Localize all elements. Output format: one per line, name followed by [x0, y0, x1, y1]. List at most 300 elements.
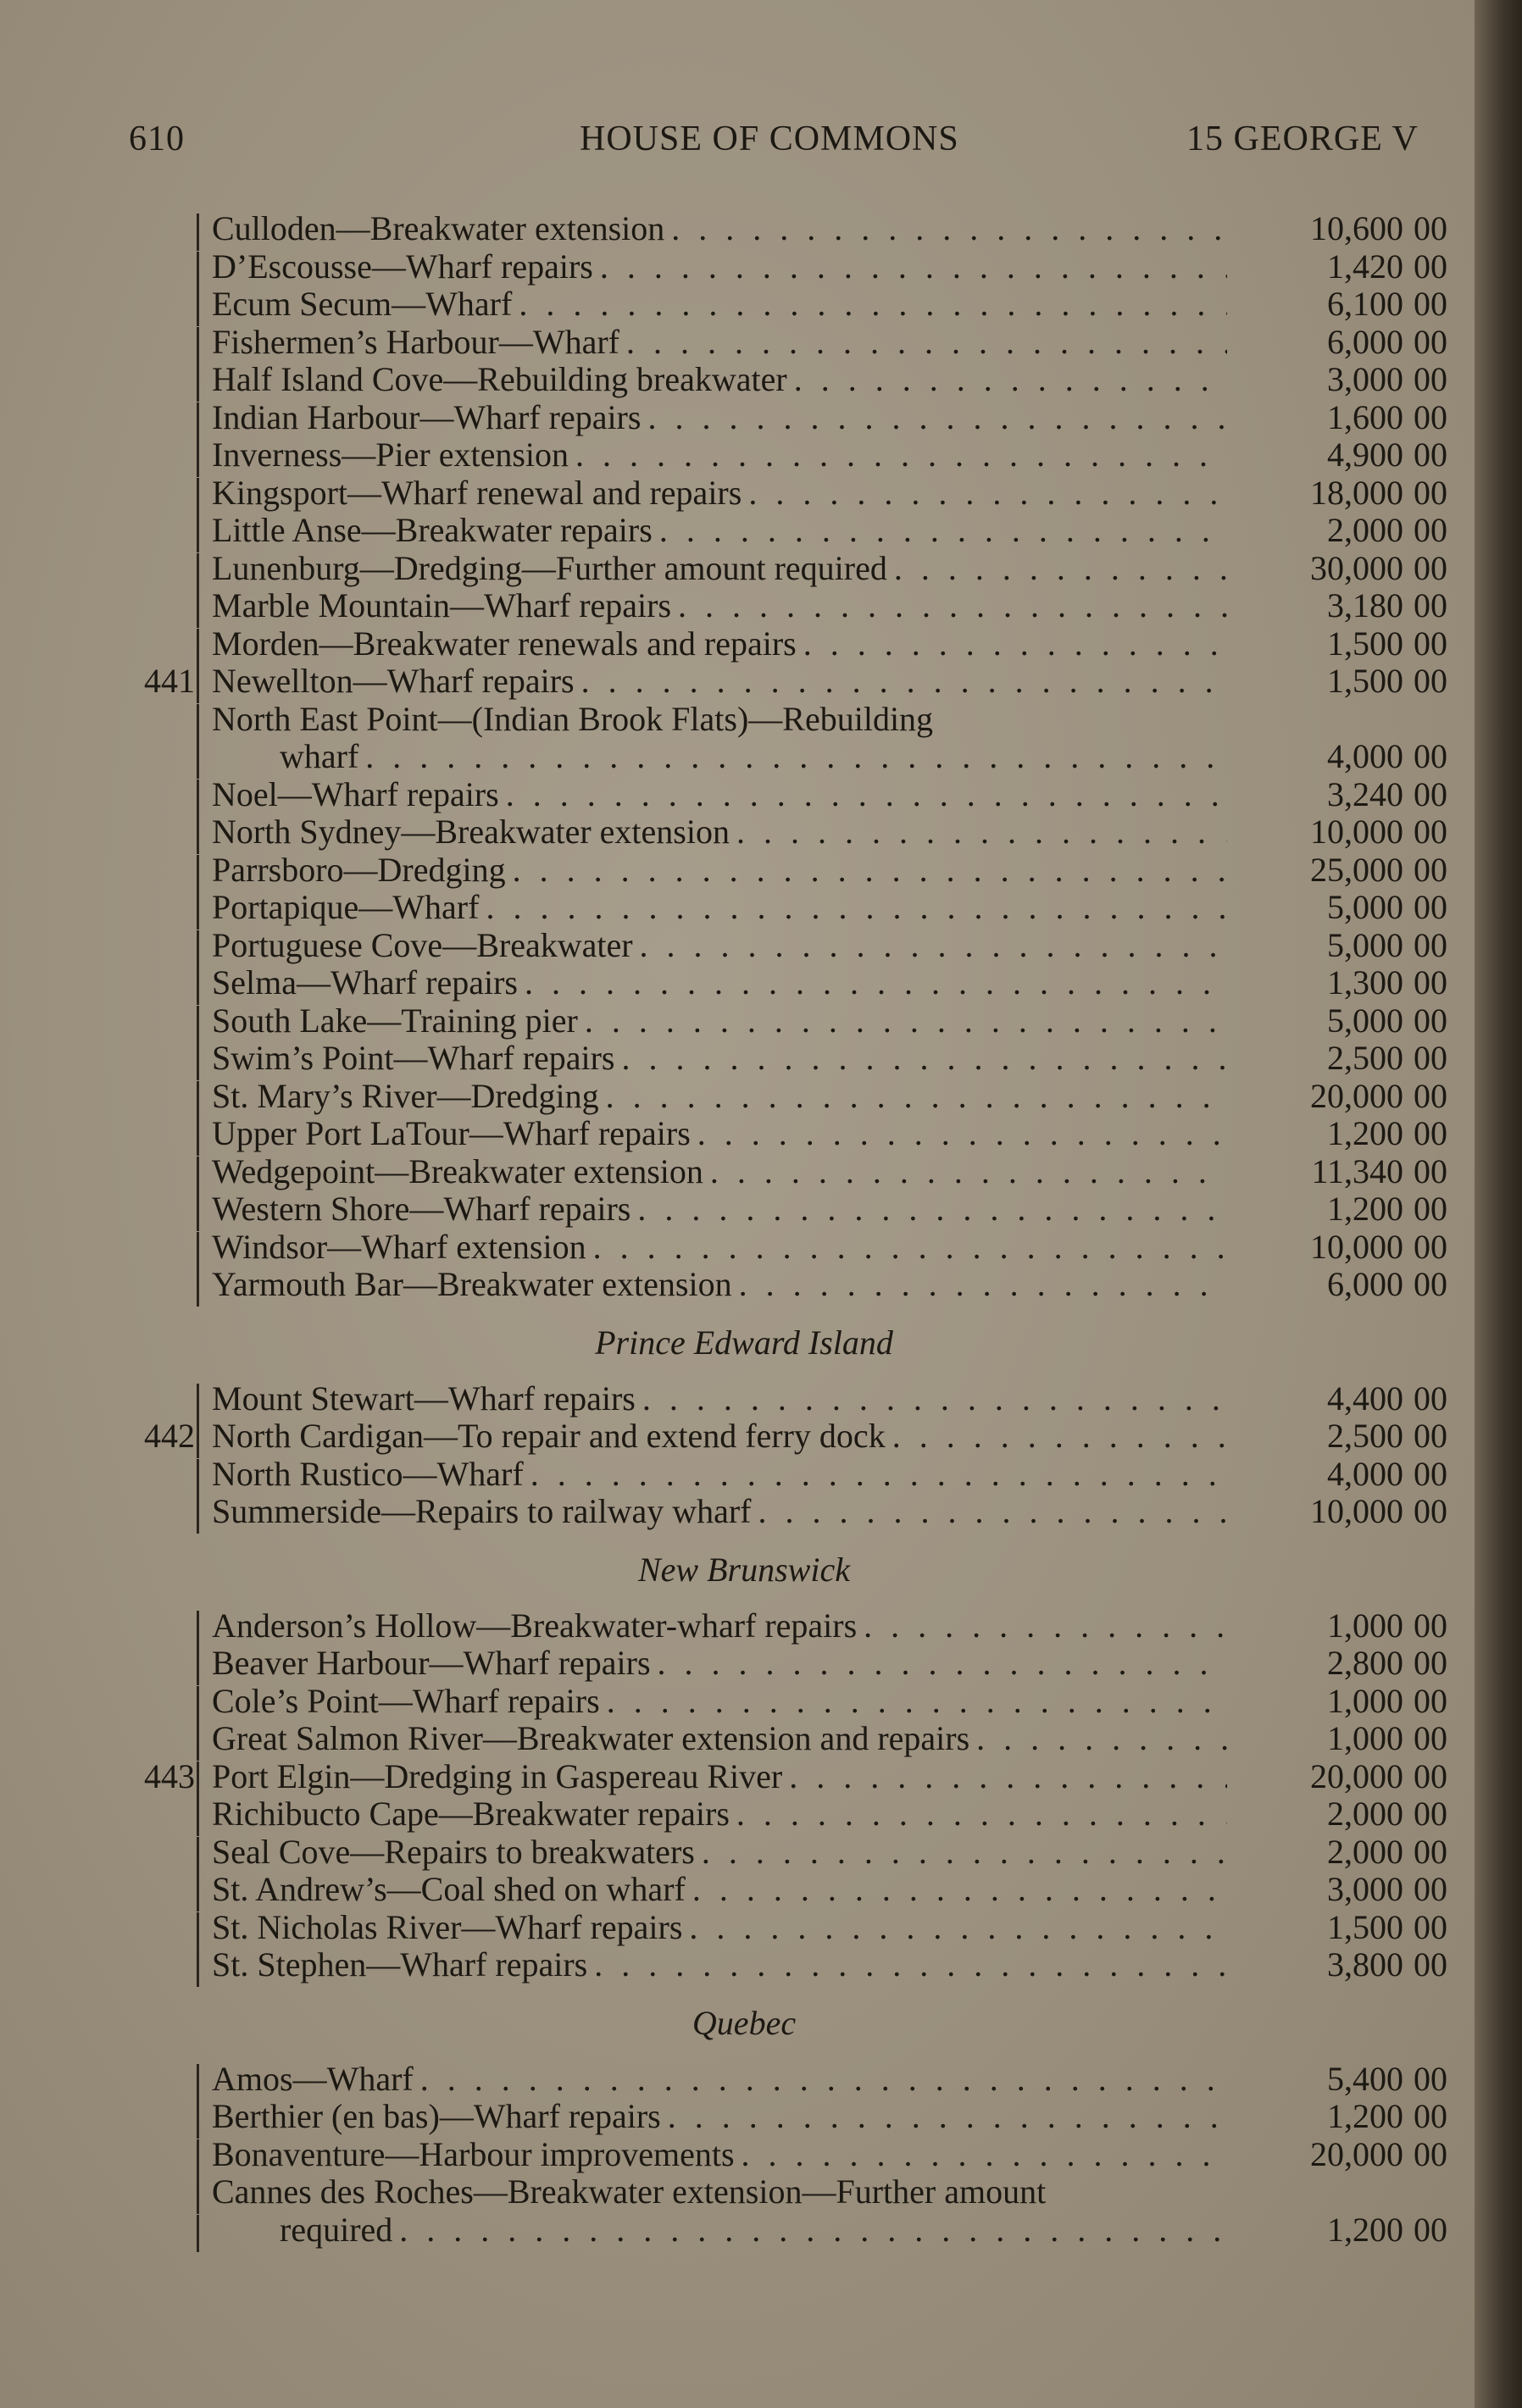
item-cents: 00 — [1414, 2097, 1447, 2135]
brace-line — [197, 1269, 208, 1307]
estimate-row — [0, 248, 1491, 286]
estimate-row — [0, 1758, 1491, 1795]
item-amount: 2,500 — [1327, 1417, 1403, 1455]
item-cents: 00 — [1414, 1832, 1447, 1871]
dot-leader — [606, 1078, 1227, 1115]
item-description — [212, 1720, 1227, 1757]
brace-line — [197, 515, 208, 552]
estimate-row — [0, 813, 1491, 851]
brace-line — [197, 2177, 208, 2214]
brace-line — [197, 1157, 208, 1194]
item-description — [212, 1190, 1227, 1228]
dot-leader — [399, 2211, 1227, 2249]
dot-leader — [575, 436, 1227, 474]
brace-line — [197, 478, 208, 515]
item-amount: 3,800 — [1327, 1945, 1403, 1984]
item-text: Kingsport—Wharf renewal and repairs — [212, 474, 742, 512]
item-cents: 00 — [1414, 1114, 1447, 1152]
estimate-row — [0, 1909, 1491, 1946]
item-amount: 4,400 — [1327, 1379, 1403, 1418]
estimate-row — [0, 1720, 1491, 1757]
item-cents: 00 — [1414, 2059, 1447, 2098]
item-text: North Cardigan—To repair and extend ferry dock — [212, 1418, 886, 1455]
item-description — [212, 1418, 1227, 1455]
item-text: Inverness—Pier extension — [212, 436, 569, 474]
page-header — [0, 119, 1491, 169]
item-amount: 20,000 — [1310, 1076, 1403, 1115]
item-amount: 6,000 — [1327, 322, 1403, 361]
brace-line — [197, 1384, 208, 1421]
item-amount: 25,000 — [1310, 850, 1403, 889]
item-cents: 00 — [1414, 1492, 1447, 1530]
item-text: Berthier (en bas)—Wharf repairs — [212, 2098, 661, 2135]
dot-leader — [647, 399, 1227, 436]
brace-line — [197, 2139, 208, 2177]
item-description — [212, 1758, 1227, 1795]
brace-line — [197, 1799, 208, 1836]
item-text: North Rustico—Wharf — [212, 1455, 524, 1493]
brace-line — [197, 1611, 208, 1648]
item-description — [212, 1040, 1227, 1077]
item-cents: 00 — [1414, 397, 1447, 436]
brace-line — [197, 1648, 208, 1685]
item-text: St. Mary’s River—Dredging — [212, 1077, 599, 1115]
dot-leader — [894, 550, 1227, 587]
item-text: St. Andrew’s—Coal shed on wharf — [212, 1871, 686, 1908]
brace-line — [197, 1118, 208, 1156]
brace-line — [197, 553, 208, 591]
dot-leader — [758, 1493, 1227, 1530]
brace-line — [197, 1912, 208, 1950]
session-label: 15 GEORGE V — [1186, 119, 1419, 158]
section-heading-text: Prince Edward Island — [595, 1323, 893, 1362]
item-amount: 6,100 — [1327, 285, 1403, 323]
item-cents: 00 — [1414, 322, 1447, 361]
item-description — [212, 1645, 1227, 1682]
estimate-row — [0, 361, 1491, 398]
item-cents: 00 — [1414, 548, 1447, 587]
item-description — [212, 1909, 1227, 1946]
item-cents: 00 — [1414, 662, 1447, 700]
item-amount: 2,800 — [1327, 1644, 1403, 1682]
item-amount: 3,180 — [1327, 586, 1403, 624]
brace-line — [197, 1194, 208, 1231]
dot-leader — [640, 927, 1227, 964]
dot-leader — [789, 1758, 1227, 1795]
item-text: Upper Port LaTour—Wharf repairs — [212, 1115, 691, 1152]
item-text: Richibucto Cape—Breakwater repairs — [212, 1795, 730, 1833]
item-description — [212, 2173, 1227, 2211]
estimate-row — [0, 399, 1491, 436]
item-cents: 00 — [1414, 1190, 1447, 1228]
item-description — [212, 2061, 1227, 2098]
item-amount: 2,000 — [1327, 511, 1403, 549]
item-text: Newellton—Wharf repairs — [212, 663, 575, 700]
item-text: Bonaventure—Harbour improvements — [212, 2135, 735, 2173]
item-cents: 00 — [1414, 1227, 1447, 1266]
section-heading — [0, 2005, 1491, 2042]
item-cents: 00 — [1414, 925, 1447, 964]
item-cents: 00 — [1414, 737, 1447, 775]
brace-line — [197, 252, 208, 289]
dot-leader — [668, 2098, 1227, 2135]
item-text: Little Anse—Breakwater repairs — [212, 512, 653, 549]
brace-line — [197, 2101, 208, 2139]
item-text: Port Elgin—Dredging in Gaspereau River — [212, 1757, 783, 1795]
item-text: Marble Mountain—Wharf repairs — [212, 587, 672, 624]
item-description — [212, 1266, 1227, 1303]
estimate-row — [0, 2061, 1491, 2098]
dot-leader — [736, 1795, 1227, 1833]
item-text: Cole’s Point—Wharf repairs — [212, 1682, 600, 1720]
brace-line — [197, 402, 208, 440]
item-amount: 1,200 — [1327, 1114, 1403, 1152]
item-cents: 00 — [1414, 2210, 1447, 2249]
item-text: D’Escousse—Wharf repairs — [212, 247, 593, 286]
item-cents: 00 — [1414, 473, 1447, 512]
item-amount: 10,600 — [1310, 209, 1403, 247]
item-cents: 00 — [1414, 2134, 1447, 2173]
dot-leader — [525, 964, 1227, 1001]
dot-leader — [607, 1683, 1227, 1720]
item-amount: 10,000 — [1310, 813, 1403, 851]
item-cents: 00 — [1414, 963, 1447, 1001]
item-text: Windsor—Wharf extension — [212, 1228, 586, 1266]
estimate-row — [0, 324, 1491, 361]
vote-number: 441 — [144, 662, 195, 700]
dot-leader — [864, 1607, 1227, 1645]
item-description — [212, 1946, 1227, 1984]
item-description — [212, 889, 1227, 926]
estimate-row — [0, 1456, 1491, 1493]
estimate-row — [0, 1607, 1491, 1645]
item-cents: 00 — [1414, 1644, 1447, 1682]
estimate-row — [0, 776, 1491, 813]
vote-number: 443 — [144, 1756, 195, 1795]
item-amount: 1,000 — [1327, 1681, 1403, 1720]
item-text: Beaver Harbour—Wharf repairs — [212, 1645, 651, 1682]
dot-leader — [678, 587, 1227, 624]
dot-leader — [585, 1002, 1227, 1040]
estimate-row — [0, 1795, 1491, 1833]
item-description — [212, 1229, 1227, 1266]
section-heading-text: New Brunswick — [638, 1550, 850, 1589]
estimate-row — [0, 1834, 1491, 1871]
item-description — [212, 663, 1227, 700]
dot-leader — [976, 1720, 1227, 1757]
item-description — [212, 1380, 1227, 1418]
item-cents: 00 — [1414, 813, 1447, 851]
item-description — [212, 776, 1227, 813]
item-text: Mount Stewart—Wharf repairs — [212, 1379, 636, 1418]
estimate-row — [0, 2173, 1491, 2211]
dot-leader — [742, 2136, 1227, 2173]
item-description — [212, 625, 1227, 663]
item-text: Morden—Breakwater renewals and repairs — [212, 624, 797, 663]
brace-line — [197, 1686, 208, 1723]
item-cents: 00 — [1414, 774, 1447, 813]
item-description — [212, 436, 1227, 474]
item-amount: 4,000 — [1327, 737, 1403, 775]
estimate-row — [0, 852, 1491, 889]
item-cents: 00 — [1414, 1265, 1447, 1303]
brace-line — [197, 214, 208, 251]
item-amount: 4,000 — [1327, 1454, 1403, 1493]
brace-line — [197, 1459, 208, 1496]
brace-line — [197, 1232, 208, 1269]
estimate-row — [0, 1002, 1491, 1040]
brace-line — [197, 2064, 208, 2101]
item-amount: 1,000 — [1327, 1719, 1403, 1757]
estimate-row — [0, 1380, 1491, 1418]
item-description — [212, 361, 1227, 398]
brace-line — [197, 666, 208, 703]
estimate-row — [0, 1229, 1491, 1266]
estimate-row — [0, 436, 1491, 474]
item-cents: 00 — [1414, 247, 1447, 286]
item-description — [212, 324, 1227, 361]
estimate-row — [0, 1266, 1491, 1303]
estimate-row — [0, 964, 1491, 1001]
brace-line — [197, 855, 208, 892]
brace-line — [197, 704, 208, 741]
estimate-row — [0, 210, 1491, 247]
estimate-row — [0, 2211, 1491, 2249]
dot-leader — [594, 1946, 1227, 1984]
dot-leader — [692, 1871, 1227, 1908]
estimate-row — [0, 1153, 1491, 1190]
estimate-row — [0, 1190, 1491, 1228]
item-amount: 3,240 — [1327, 774, 1403, 813]
section-heading — [0, 1324, 1491, 1362]
dot-leader — [622, 1040, 1228, 1077]
dot-leader — [365, 738, 1227, 775]
brace-line — [197, 1762, 208, 1799]
dot-leader — [892, 1418, 1227, 1455]
item-cents: 00 — [1414, 1606, 1447, 1645]
item-amount: 5,000 — [1327, 925, 1403, 964]
item-text: Noel—Wharf repairs — [212, 775, 499, 813]
item-description — [212, 1002, 1227, 1040]
item-amount: 20,000 — [1310, 1756, 1403, 1795]
item-description — [212, 2098, 1227, 2135]
estimate-row — [0, 1078, 1491, 1115]
item-description — [212, 550, 1227, 587]
brace-line — [197, 1837, 208, 1874]
item-amount: 1,000 — [1327, 1606, 1403, 1645]
item-cents: 00 — [1414, 1756, 1447, 1795]
item-cents: 00 — [1414, 1151, 1447, 1190]
item-description — [212, 512, 1227, 549]
item-text: Western Shore—Wharf repairs — [212, 1190, 631, 1228]
brace-line — [197, 1950, 208, 1987]
brace-line — [197, 591, 208, 628]
item-cents: 00 — [1414, 1454, 1447, 1493]
item-amount: 1,420 — [1327, 247, 1403, 286]
brace-line — [197, 930, 208, 968]
item-cents: 00 — [1414, 1076, 1447, 1115]
estimate-row — [0, 1418, 1491, 1455]
item-amount: 20,000 — [1310, 2134, 1403, 2173]
estimate-row — [0, 550, 1491, 587]
brace-line — [197, 1723, 208, 1761]
brace-line — [197, 780, 208, 817]
item-amount: 2,000 — [1327, 1795, 1403, 1833]
item-amount: 1,500 — [1327, 624, 1403, 663]
item-cents: 00 — [1414, 360, 1447, 398]
item-description — [212, 1834, 1227, 1871]
section-heading — [0, 1551, 1491, 1589]
item-amount: 1,500 — [1327, 662, 1403, 700]
dot-leader — [748, 474, 1227, 512]
item-cents: 00 — [1414, 1001, 1447, 1040]
item-description — [212, 587, 1227, 624]
estimate-row — [0, 286, 1491, 323]
dot-leader — [689, 1909, 1227, 1946]
item-text: Selma—Wharf repairs — [212, 964, 518, 1001]
item-text: North Sydney—Breakwater extension — [212, 813, 730, 851]
estimate-row — [0, 2136, 1491, 2173]
item-text: Summerside—Repairs to railway wharf — [212, 1493, 752, 1530]
item-amount: 10,000 — [1310, 1227, 1403, 1266]
item-amount: 6,000 — [1327, 1265, 1403, 1303]
item-cents: 00 — [1414, 624, 1447, 663]
item-description — [212, 286, 1227, 323]
item-cents: 00 — [1414, 1870, 1447, 1908]
item-description — [212, 1153, 1227, 1190]
item-amount: 2,000 — [1327, 1832, 1403, 1871]
dot-leader — [697, 1115, 1227, 1152]
item-text: Culloden—Breakwater extension — [212, 210, 665, 247]
item-text: wharf — [280, 738, 359, 775]
item-description — [280, 738, 1227, 775]
dot-leader — [593, 1229, 1227, 1266]
item-description — [212, 701, 1227, 738]
dot-leader — [486, 889, 1227, 926]
estimate-row — [0, 1946, 1491, 1984]
dot-leader — [659, 512, 1227, 549]
item-cents: 00 — [1414, 1379, 1447, 1418]
item-text: Seal Cove—Repairs to breakwaters — [212, 1833, 695, 1871]
item-cents: 00 — [1414, 209, 1447, 247]
item-cents: 00 — [1414, 1907, 1447, 1946]
item-text: Anderson’s Hollow—Breakwater-wharf repairs — [212, 1606, 858, 1645]
estimate-row — [0, 2098, 1491, 2135]
dot-leader — [710, 1153, 1227, 1190]
item-description — [212, 927, 1227, 964]
estimate-row — [0, 1645, 1491, 1682]
brace-line — [197, 327, 208, 364]
dot-leader — [671, 210, 1227, 247]
item-amount: 5,000 — [1327, 1001, 1403, 1040]
item-amount: 2,500 — [1327, 1039, 1403, 1077]
dot-leader — [658, 1645, 1227, 1682]
item-amount: 10,000 — [1310, 1492, 1403, 1530]
item-description — [212, 852, 1227, 889]
item-amount: 5,000 — [1327, 888, 1403, 926]
item-amount: 4,900 — [1327, 436, 1403, 474]
estimate-row — [0, 1115, 1491, 1152]
brace-line — [197, 440, 208, 477]
estimate-row — [0, 1871, 1491, 1908]
item-amount: 1,500 — [1327, 1907, 1403, 1946]
dot-leader — [702, 1834, 1227, 1871]
dot-leader — [642, 1380, 1227, 1418]
item-amount: 1,600 — [1327, 397, 1403, 436]
brace-line — [197, 364, 208, 402]
item-description — [212, 1871, 1227, 1908]
item-text: Yarmouth Bar—Breakwater extension — [212, 1266, 732, 1303]
brace-line — [197, 1496, 208, 1534]
item-amount: 3,000 — [1327, 1870, 1403, 1908]
estimate-row — [0, 701, 1491, 738]
item-description — [212, 1115, 1227, 1152]
brace-line — [197, 1421, 208, 1458]
item-description — [212, 1607, 1227, 1645]
item-cents: 00 — [1414, 285, 1447, 323]
item-amount: 3,000 — [1327, 360, 1403, 398]
estimate-row — [0, 1683, 1491, 1720]
brace-line — [197, 1081, 208, 1118]
item-cents: 00 — [1414, 1795, 1447, 1833]
item-text: Cannes des Roches—Breakwater extension—Further amount — [212, 2173, 1047, 2211]
item-description — [212, 1795, 1227, 1833]
brace-line — [197, 1874, 208, 1911]
item-text: Half Island Cove—Rebuilding breakwater — [212, 361, 787, 398]
item-text: St. Nicholas River—Wharf repairs — [212, 1908, 683, 1946]
estimate-row — [0, 625, 1491, 663]
item-text: Great Salmon River—Breakwater extension and repairs — [212, 1720, 970, 1757]
item-cents: 00 — [1414, 511, 1447, 549]
dot-leader — [736, 813, 1227, 851]
item-amount: 30,000 — [1310, 548, 1403, 587]
item-amount: 1,200 — [1327, 2210, 1403, 2249]
vote-number: 442 — [144, 1417, 195, 1455]
item-description — [212, 2136, 1227, 2173]
dot-leader — [626, 324, 1227, 361]
item-text: St. Stephen—Wharf repairs — [212, 1946, 588, 1984]
item-amount: 18,000 — [1310, 473, 1403, 512]
item-description — [212, 399, 1227, 436]
item-cents: 00 — [1414, 1719, 1447, 1757]
dot-leader — [803, 625, 1227, 663]
item-description — [212, 813, 1227, 851]
item-cents: 00 — [1414, 888, 1447, 926]
section-heading-text: Quebec — [692, 2003, 797, 2042]
dot-leader — [600, 248, 1227, 286]
estimate-row — [0, 889, 1491, 926]
dot-leader — [637, 1190, 1227, 1228]
dot-leader — [519, 286, 1227, 323]
estimate-row — [0, 474, 1491, 512]
brace-line — [197, 817, 208, 854]
dot-leader — [581, 663, 1227, 700]
item-amount: 1,200 — [1327, 1190, 1403, 1228]
dot-leader — [530, 1456, 1227, 1493]
item-text: Swim’s Point—Wharf repairs — [212, 1040, 615, 1077]
item-description — [212, 474, 1227, 512]
estimate-row — [0, 663, 1491, 700]
brace-line — [197, 1006, 208, 1043]
page-title: HOUSE OF COMMONS — [580, 119, 959, 158]
item-description — [212, 210, 1227, 247]
estimate-row — [0, 1493, 1491, 1530]
dot-leader — [739, 1266, 1227, 1303]
item-cents: 00 — [1414, 850, 1447, 889]
item-description — [212, 1078, 1227, 1115]
estimate-row — [0, 512, 1491, 549]
item-text: Portapique—Wharf — [212, 889, 480, 926]
